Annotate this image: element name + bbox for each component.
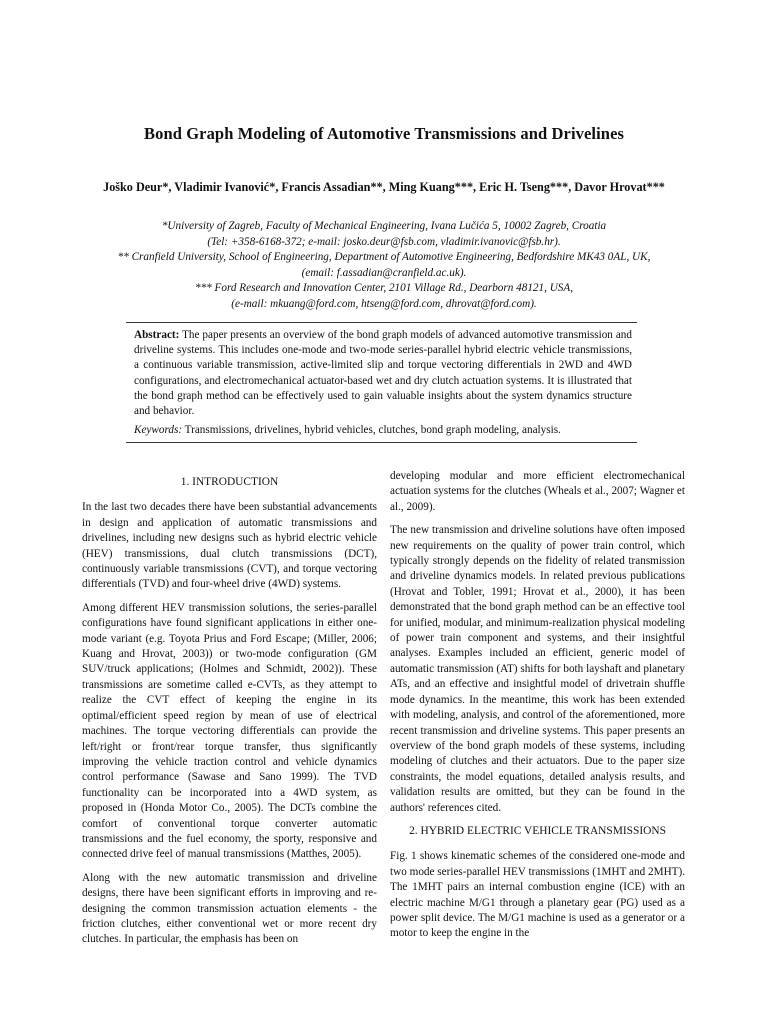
author-list: Joško Deur*, Vladimir Ivanović*, Francis Assadian**, Ming Kuang***, Eric H. Tseng***, Davor Hrovat*** — [103, 180, 665, 194]
keywords-text: Transmissions, drivelines, hybrid vehicles, clutches, bond graph modeling, analysis. — [184, 424, 561, 436]
section-heading-hev-transmissions: 2. HYBRID ELECTRIC VEHICLE TRANSMISSIONS — [409, 824, 666, 837]
abstract-text: The paper presents an overview of the bond graph models of advanced automotive transmission and driveline systems. This includes one-mode and two-mode series-parallel hybrid electric vehicle transmissions, a continuous variable transmission, active-limited slip and torque vectoring differentials in 2WD and 4WD configurations, and electromechanical actuator-based wet and dry clutch actuation systems. It is illustrated that the bond graph method can be effectively used to gain valuable insights about the system dynamics structure and behavior. — [134, 329, 632, 418]
affiliation-1-contact: (Tel: +358-6168-372; e-mail: josko.deur@fsb.com, vladimir.ivanovic@fsb.hr). — [207, 235, 561, 248]
section-heading-introduction: 1. INTRODUCTION — [180, 476, 279, 488]
paper-title: Bond Graph Modeling of Automotive Transmissions and Drivelines — [143, 124, 625, 143]
affiliations — [0, 219, 768, 313]
paragraph: In the last two decades there have been substantial advancements in design and application of automatic transmissions and drivelines, including new designs such as hybrid electric vehicle (HEV) transmissions, dual clutch transmissions (DCT), continuously variable transmissions (CVT), and torque vectoring differentials (TVD) and four-wheel drive (4WD) systems. — [82, 501, 377, 591]
keywords — [134, 423, 632, 438]
right-column — [390, 469, 685, 950]
affiliation-1: *University of Zagreb, Faculty of Mechanical Engineering, Ivana Lučića 5, 10002 Zagreb, Croatia — [161, 220, 607, 232]
affiliation-2: ** Cranfield University, School of Engineering, Department of Automotive Engineering, Bedfordshire MK43 0AL, UK, — [117, 251, 651, 264]
affiliation-2-contact: (email: f.assadian@cranfield.ac.uk). — [301, 266, 467, 279]
abstract-top-rule — [126, 322, 637, 323]
paragraph: Among different HEV transmission solutions, the series-parallel configurations have found significant applications in either one-mode variant (e.g. Toyota Prius and Ford Escape; (Miller, 2006; Kuang and Hrovat, 2003)) or two-mode configuration (GM SUV/truck applications; (Holmes and Schmidt, 2002)). These transmissions are sometime called e-CVTs, as they attempt to realize the CVT effect of keeping the engine in its optimal/efficient speed region by mean of use of electrical machines. The torque vectoring differentials can provide the left/right or front/rear torque transfer, thus significantly improving the vehicle traction control and vehicle dynamics control performance (Sawase and Sano 1999). The TVD functionality can be incorporated into a 4WD system, as proposed in (Honda Motor Co., 2005). The DCTs combine the comfort of conventional torque converter automatic transmissions and the fuel economy, the sporty, responsive and connected drive feel of manual transmissions (Matthes, 2005). — [82, 601, 377, 861]
abstract — [134, 328, 632, 419]
paragraph: Fig. 1 shows kinematic schemes of the considered one-mode and two mode series-parallel HEV transmissions (1MHT and 2MHT). The 1MHT pairs an internal combustion engine (ICE) with an electric machine M/G1 through a planetary gear (PG) used as a power split device. The M/G1 machine is used as a generator or a motor to keep the engine in the — [390, 850, 685, 940]
affiliation-3-contact: (e-mail: mkuang@ford.com, htseng@ford.com, dhrovat@ford.com). — [231, 297, 537, 310]
left-column — [82, 469, 377, 956]
paragraph: developing modular and more efficient electromechanical actuation systems for the clutches (Wheals et al., 2007; Wagner et al., 2009). — [390, 470, 685, 513]
keywords-label: Keywords: — [134, 424, 183, 436]
paragraph: The new transmission and driveline solutions have often imposed new requirements on the quality of power train control, which typically strongly depends on the fidelity of related transmission and driveline dynamics models. In related previous publications (Hrovat and Tobler, 1991; Hrovat et al., 2000), it has been demonstrated that the bond graph method can be an effective tool for unified, modular, and minimum-realization physical modeling of power train component and systems, and their insightful analyses. Examples included an efficient, generic model of automatic transmission (AT) shifts for both layshaft and planetary ATs, and an effective and insightful model of drivetrain shuffle mode dynamics. In the meantime, this work has been extended with modeling, analysis, and control of the aforementioned, more recent transmission and driveline systems. This paper presents an overview of the bond graph models of these systems, including modeling of clutches and their actuators. Due to the paper size constraints, the model equations, detailed analysis results, and validation results are omitted, but they can be found in the authors' references cited. — [390, 524, 685, 814]
affiliation-3: *** Ford Research and Innovation Center, 2101 Village Rd., Dearborn 48121, USA, — [194, 282, 574, 295]
abstract-bottom-rule — [126, 442, 637, 443]
paragraph: Along with the new automatic transmission and driveline designs, there have been significant efforts in improving and re-designing the common transmission actuation elements - the friction clutches, either conventional wet or more recent dry clutches. In particular, the emphasis has been on — [82, 871, 377, 946]
abstract-label: Abstract: — [134, 329, 180, 341]
